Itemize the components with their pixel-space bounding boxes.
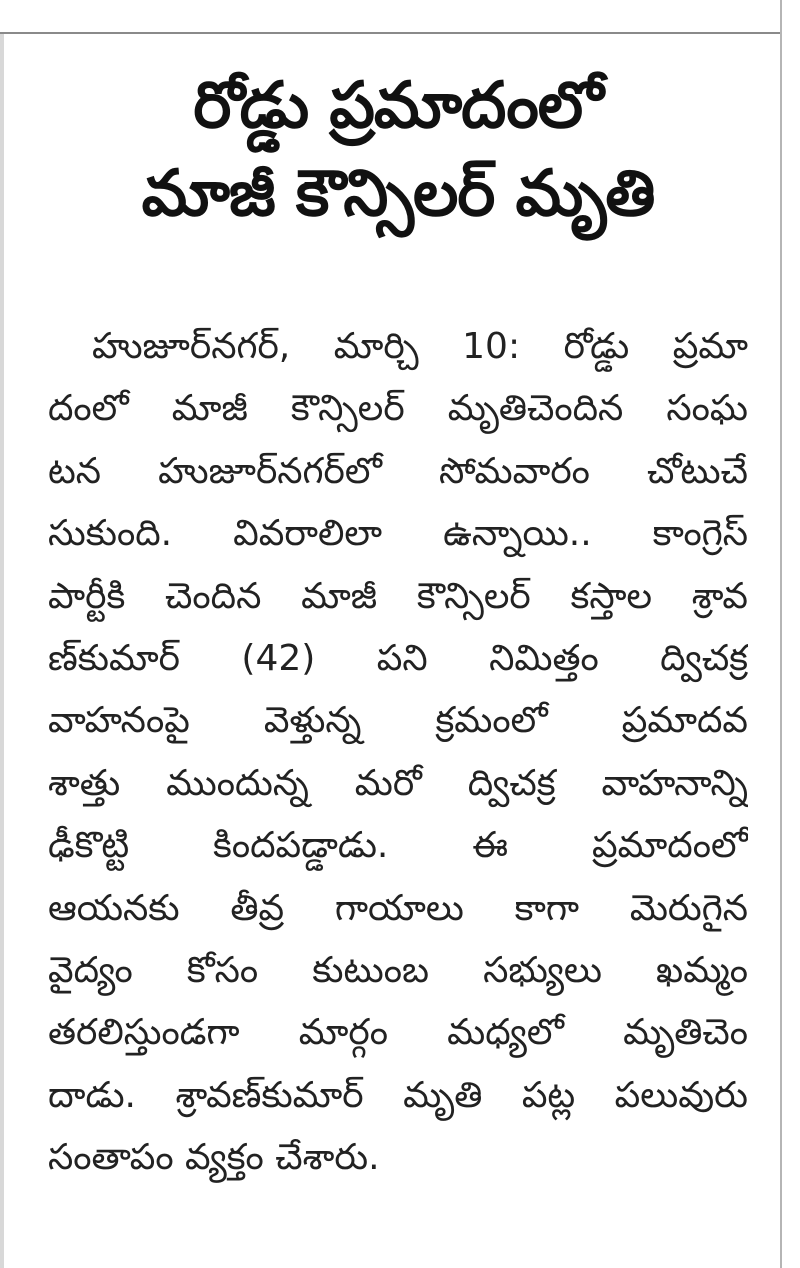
body-line: ణ్‌కుమార్ (42) పని నిమిత్తం ద్విచక్ర xyxy=(48,637,748,679)
left-column-edge xyxy=(0,34,4,1268)
body-line: హుజూర్‌నగర్, మార్చి 10: రోడ్డు ప్రమా xyxy=(92,326,748,367)
column-top-divider xyxy=(0,32,782,34)
article-headline xyxy=(18,62,778,238)
body-line: టన హుజూర్‌నగర్‌లో సోమవారం చోటుచే xyxy=(48,450,748,492)
body-line: సుకుంది. వివరాలిలా ఉన్నాయి.. కాంగ్రెస్ xyxy=(48,513,748,555)
body-line: ఆయనకు తీవ్ర గాయాలు కాగా మెరుగైన xyxy=(48,887,748,929)
body-line: సంతాపం వ్యక్తం చేశారు. xyxy=(48,1137,380,1179)
body-line: శాత్తు ముందున్న మరో ద్విచక్ర వాహనాన్ని xyxy=(48,762,748,804)
article-body xyxy=(48,316,748,1189)
body-line: వైద్యం కోసం కుటుంబ సభ్యులు ఖమ్మం xyxy=(48,949,748,991)
body-line: పార్టీకి చెందిన మాజీ కౌన్సిలర్ కస్తాల శ్రావ xyxy=(48,575,748,617)
body-line: ఢీకొట్టి కిందపడ్డాడు. ఈ ప్రమాదంలో xyxy=(48,825,748,867)
headline-line-2: మాజీ కౌన్సిలర్ మృతి xyxy=(141,157,655,231)
headline-line-1: రోడ్డు ప్రమాదంలో xyxy=(193,69,603,143)
body-line: తరలిస్తుండగా మార్గం మధ్యలో మృతిచెం xyxy=(48,1012,748,1054)
body-line: దంలో మాజీ కౌన్సిలర్ మృతిచెందిన సంఘ xyxy=(48,388,748,430)
body-line: వాహనంపై వెళ్తున్న క్రమంలో ప్రమాదవ xyxy=(48,700,748,742)
body-line: దాడు. శ్రావణ్‌కుమార్ మృతి పట్ల పలువురు xyxy=(48,1074,748,1116)
column-right-divider xyxy=(780,0,782,1268)
